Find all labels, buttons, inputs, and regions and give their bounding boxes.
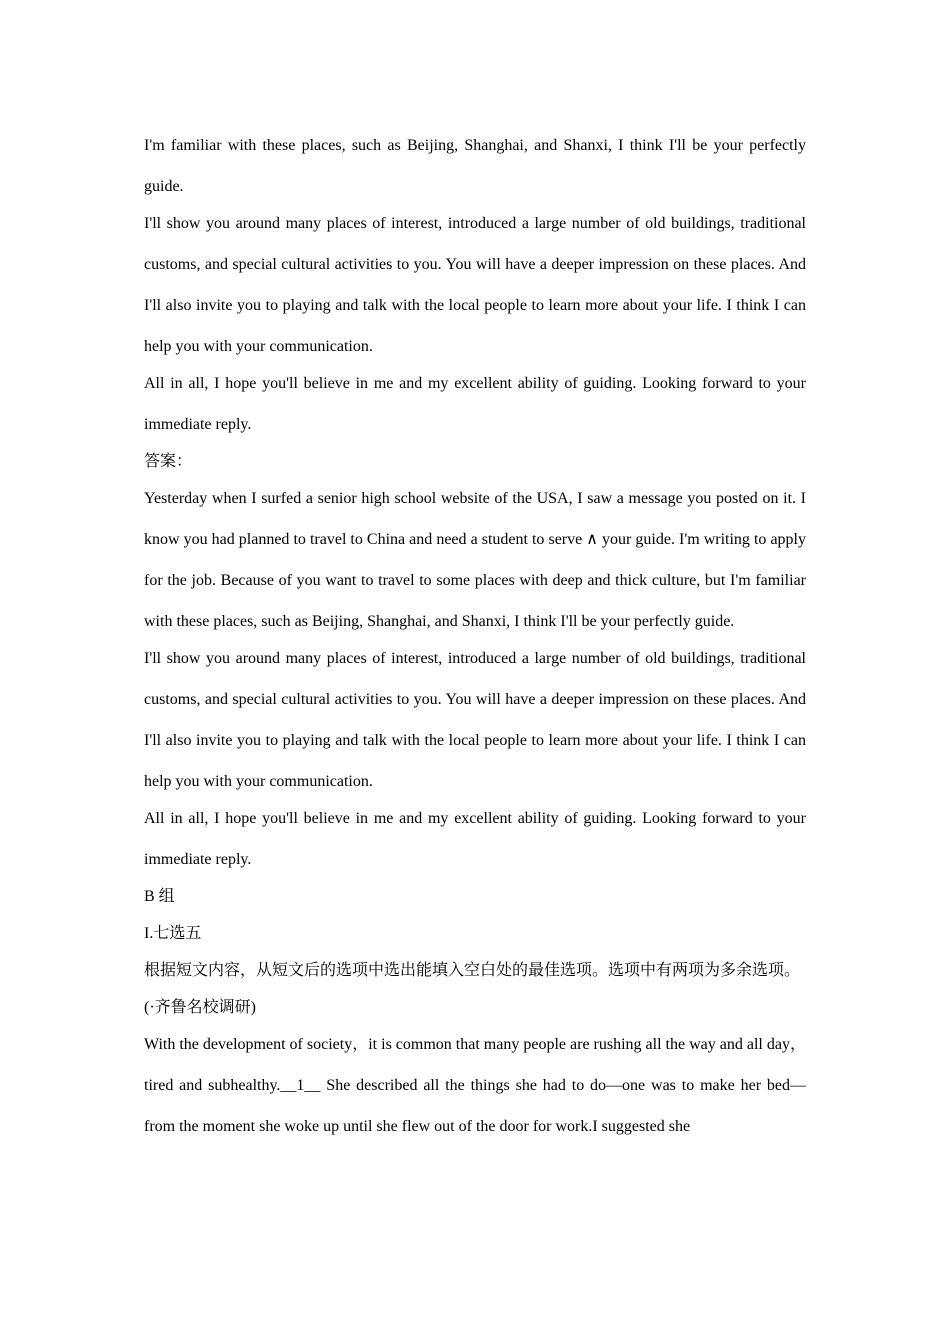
passage-paragraph: With the development of society，it is common that many people are rushing all the way and all day，tired and subhealthy.__1__ She described all the things she had to do—one was to make her bed—from the moment she woke up until she flew out of the door for work.I suggested she xyxy=(144,1036,806,1135)
answer-paragraph-intro: Yesterday when I surfed a senior high school website of the USA, I saw a message you posted on it. I know you had planned to travel to China and need a student to serve ∧ your guide. I'm writing to apply for the job. Because of you want to travel to some places with deep and thick culture, but I'm familiar with these places, such as Beijing, Shanghai, and Shanxi, I think I'll be your perfectly guide. xyxy=(144,490,806,630)
answer-heading: 答案： xyxy=(144,453,193,470)
section-heading-b: B 组 xyxy=(144,888,175,905)
document-body xyxy=(144,125,806,1143)
paragraph-closing: All in all, I hope you'll believe in me and my excellent ability of guiding. Looking forward to your immediate reply. xyxy=(144,375,806,433)
paragraph-guide-intro: I'm familiar with these places, such as Beijing, Shanghai, and Shanxi, I think I'll be your perfectly guide. xyxy=(144,137,806,195)
answer-paragraph-places: I'll show you around many places of interest, introduced a large number of old buildings, traditional customs, and special cultural activities to you. You will have a deeper impression on these places. And I'll also invite you to playing and talk with the local people to learn more about your life. I think I can help you with your communication. xyxy=(144,650,806,790)
answer-paragraph-closing: All in all, I hope you'll believe in me and my excellent ability of guiding. Looking forward to your immediate reply. xyxy=(144,810,806,868)
section-subheading-seven-choose-five: I.七选五 xyxy=(144,925,202,942)
paragraph-places-of-interest: I'll show you around many places of interest, introduced a large number of old buildings, traditional customs, and special cultural activities to you. You will have a deeper impression on these places. And I'll also invite you to playing and talk with the local people to learn more about your life. I think I can help you with your communication. xyxy=(144,215,806,355)
source-note: (·齐鲁名校调研) xyxy=(144,999,256,1016)
instructions-paragraph: 根据短文内容，从短文后的选项中选出能填入空白处的最佳选项。选项中有两项为多余选项。 xyxy=(144,962,801,979)
